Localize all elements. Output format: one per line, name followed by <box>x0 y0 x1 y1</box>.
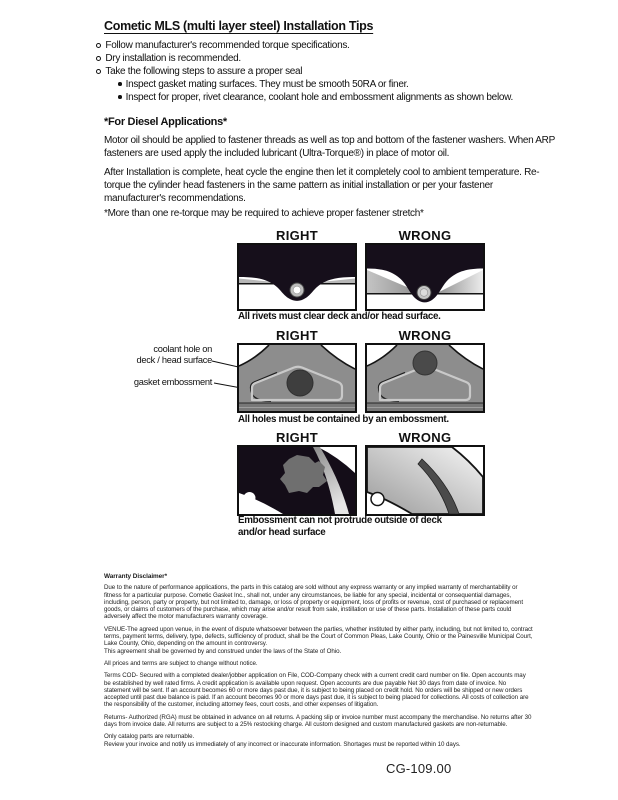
row2-caption: All holes must be contained by an embossment. <box>238 414 449 425</box>
filled-bullet-icon <box>118 95 122 99</box>
tip-text: Follow manufacturer's recommended torque specifications. <box>105 40 350 51</box>
tip-text: Take the following steps to assure a proper seal <box>105 66 303 77</box>
right-label: RIGHT <box>276 430 318 445</box>
disclaimer-paragraph: Due to the nature of performance applications, the parts in this catalog are sold without any express warranty or any implied warranty of merchantability or fitness for a particular purpose. Cometic Gasket Inc., shall not, under any circumstances, be liable for any special, incidental or consequential damages, including, person, party or property, but not limited to, damage, or loss of property or equipment, loss of profits or revenue, cost of purchased or replacement goods, or claims of customers of the purchase, which may arise and/or result from sale, instillation or use of these parts. Installation of these parts could adversely affect the motor manufacturers warranty coverage. <box>104 584 524 621</box>
rivet-clearance-wrong-diagram <box>365 243 485 311</box>
list-item <box>96 65 513 78</box>
disclaimer-paragraph: Returns- Authorized (RGA) must be obtained in advance on all returns. A packing slip or invoice number must accompany the merchandise. No returns after 30 days from invoice date. All returns are subject to a 25% restocking charge. All custom designed and custom manufactured gaskets are non-returnable. <box>104 713 532 729</box>
open-bullet-icon <box>96 56 101 61</box>
warranty-disclaimer <box>104 573 534 753</box>
right-label: RIGHT <box>276 228 318 243</box>
gasket-embossment-annotation: gasket embossment <box>133 377 212 387</box>
embossment-protrusion-wrong-diagram <box>365 445 485 516</box>
wrong-label: WRONG <box>398 328 452 343</box>
tip-text: Inspect for proper, rivet clearance, coolant hole and embossment alignments as shown below. <box>125 92 513 103</box>
caption-line: and/or head surface <box>238 527 326 538</box>
rivet-clearance-right-diagram <box>237 243 357 311</box>
disclaimer-paragraph: Only catalog parts are returnable. <box>104 733 195 741</box>
list-item <box>96 39 513 52</box>
page-code: CG-109.00 <box>386 761 452 776</box>
embossment-protrusion-right-diagram <box>237 445 357 516</box>
page-title: Cometic MLS (multi layer steel) Installation Tips <box>104 19 374 33</box>
list-item <box>118 91 513 104</box>
disclaimer-paragraph: Review your invoice and notify us immediately of any incorrect or inaccurate information. Shortages must be reported within 10 days. <box>104 740 461 748</box>
tip-text: Dry installation is recommended. <box>105 53 241 64</box>
open-bullet-icon <box>96 43 101 48</box>
tip-text: Inspect gasket mating surfaces. They must be smooth 50RA or finer. <box>125 79 409 90</box>
disclaimer-heading: Warranty Disclaimer* <box>104 573 168 580</box>
open-bullet-icon <box>96 69 101 74</box>
diesel-paragraph: After Installation is complete, heat cycle the engine then let it completely cool to ambient temperature. Re-torque the cylinder head fasteners in the same pattern as initial installation or per your fastener manufacturer's recommendations. <box>104 167 540 205</box>
diesel-paragraph: Motor oil should be applied to fastener threads as well as top and bottom of the fastener washers. When ARP fasteners are used apply the included lubricant (Ultra-Torque®) in place of motor oil. <box>104 135 555 160</box>
caption-line: Embossment can not protrude outside of deck <box>238 515 442 526</box>
installation-tips-list <box>96 39 513 104</box>
coolant-hole-annotation <box>106 344 212 365</box>
disclaimer-paragraph: Terms COD- Secured with a completed dealer/jobber application on File, COD-Company check with a current credit card number on file. Open accounts may be established by well rated firms. A credit application is available upon request. Open accounts are due payable Net 30 days from date of invoice. No statement will be sent. If an account becomes 60 or more days past due, it is subject to being placed on credit hold. No orders will be shipped or new orders accepted until past due balance is paid. If an account becomes 90 or more days past due, it is subject to being placed for collections. All costs of collection are the responsibility of the customer, including attorney fees, court costs, and other expenses of litigation. <box>104 672 529 709</box>
list-item <box>118 78 513 91</box>
annotation-text: deck / head surface <box>136 354 212 365</box>
row1-caption: All rivets must clear deck and/or head surface. <box>238 311 441 322</box>
wrong-label: WRONG <box>398 430 452 445</box>
list-item <box>96 52 513 65</box>
right-label: RIGHT <box>276 328 318 343</box>
filled-bullet-icon <box>118 82 122 86</box>
disclaimer-paragraph: This agreement shall be governed by and construed under the laws of the State of Ohio. <box>104 647 342 655</box>
disclaimer-paragraph: VENUE-The agreed upon venue, in the event of dispute whatsoever between the parties, whether instituted by either party, including, but not limited to, contract terms, payment terms, delivery, type, defects, sufficiency of product, shall be the Court of Common Pleas, Lake County, Ohio or the Painesville Municipal Court, Lake County, Ohio, depending on the amount in controversy. <box>104 625 533 648</box>
row3-caption <box>238 515 468 539</box>
disclaimer-paragraph: All prices and terms are subject to change without notice. <box>104 659 258 667</box>
wrong-label: WRONG <box>398 228 452 243</box>
retorque-note: *More than one re-torque may be required to achieve proper fastener stretch* <box>104 208 424 219</box>
embossment-containment-wrong-diagram <box>365 343 485 413</box>
diesel-heading: *For Diesel Applications* <box>104 116 227 128</box>
embossment-containment-right-diagram <box>237 343 357 413</box>
annotation-text: coolant hole on <box>153 344 212 354</box>
